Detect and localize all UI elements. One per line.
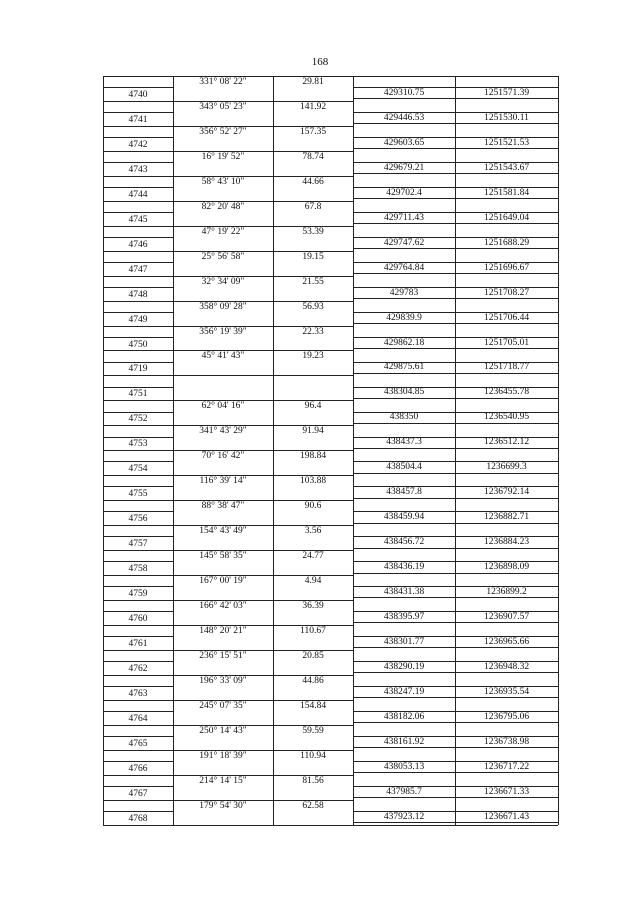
table-row-line (103, 800, 173, 801)
table-row-line (103, 425, 173, 426)
table-row-line (103, 187, 173, 188)
distance-cell: 78.74 (302, 151, 324, 162)
distance-cell: 96.4 (304, 401, 322, 412)
table-row-line (353, 323, 558, 324)
table-row-line (103, 137, 173, 138)
point-id-cell: 4768 (128, 813, 148, 824)
bearing-cell: 331° 08' 22" (199, 77, 247, 87)
table-row-line (103, 500, 173, 501)
distance-cell: 20.85 (302, 650, 324, 661)
point-id-cell: 4747 (128, 264, 148, 275)
northing-cell: 438182.06 (383, 711, 425, 722)
table-row-line (353, 373, 558, 374)
table-row-line (103, 350, 173, 351)
easting-cell: 1236792.14 (483, 487, 530, 498)
table-row-line (103, 700, 173, 701)
table-row-line (353, 672, 558, 673)
easting-cell: 1236738.98 (483, 736, 530, 747)
table-row-line (353, 423, 558, 424)
distance-cell: 56.93 (302, 301, 324, 312)
bearing-cell: 196° 33' 09" (199, 675, 247, 686)
easting-cell: 1251649.04 (483, 212, 530, 223)
table-row-line (103, 251, 173, 252)
table-row-line (103, 87, 173, 88)
bearing-cell: 145° 58' 35" (199, 551, 247, 562)
table-row-line (353, 697, 558, 698)
point-id-cell: 4749 (128, 314, 148, 325)
easting-cell: 1236671.43 (483, 811, 530, 822)
bearing-cell: 250° 14' 43" (199, 725, 247, 736)
table-row-line (103, 362, 173, 363)
bearing-cell: 70° 16' 42" (201, 451, 245, 462)
table-row-line (103, 711, 173, 712)
bearing-cell: 343° 05' 23" (199, 101, 247, 112)
table-row-line (173, 375, 353, 376)
table-row-line (103, 276, 173, 277)
easting-cell: 1236455.78 (483, 387, 530, 398)
easting-cell: 1251696.67 (483, 262, 530, 273)
table-row-line (353, 123, 558, 124)
easting-cell: 1251708.27 (483, 287, 530, 298)
point-id-cell: 4748 (128, 289, 148, 300)
table-row-line (353, 198, 558, 199)
table-row-line (103, 725, 173, 726)
table-row-line (103, 461, 173, 462)
bearing-cell: 45° 41' 43" (201, 351, 245, 362)
bearing-cell: 341° 43' 29" (199, 426, 247, 437)
table-row-line (103, 586, 173, 587)
table-row-line (103, 561, 173, 562)
northing-cell: 429862.18 (383, 337, 425, 348)
point-id-cell: 4744 (128, 189, 148, 200)
distance-cell: 22.33 (302, 326, 324, 337)
northing-cell: 438437.3 (386, 437, 422, 448)
table-row-line (103, 226, 173, 227)
table-row-line (353, 747, 558, 748)
distance-cell: 53.39 (302, 226, 324, 237)
distance-cell: 81.56 (302, 775, 324, 786)
northing-cell: 438350 (389, 412, 419, 423)
table-row-line (103, 151, 173, 152)
distance-cell: 59.59 (302, 725, 324, 736)
easting-cell: 1251718.77 (483, 362, 530, 373)
table-row-line (103, 786, 173, 787)
distance-cell: 67.8 (304, 201, 322, 212)
table-row-line (103, 686, 173, 687)
point-id-cell: 4767 (128, 788, 148, 799)
northing-cell: 438053.13 (383, 761, 425, 772)
easting-cell: 1236717.22 (483, 761, 530, 772)
bearing-cell: 356° 52' 27" (199, 126, 247, 137)
bearing-cell: 116° 39' 14" (199, 476, 247, 487)
northing-cell: 438395.97 (383, 611, 425, 622)
easting-cell: 1251543.67 (483, 162, 530, 173)
table-row-line (103, 775, 173, 776)
table-row-line (353, 273, 558, 274)
bearing-cell: 47° 19' 22" (201, 226, 245, 237)
distance-cell: 62.58 (302, 800, 324, 811)
point-id-cell: 4760 (128, 613, 148, 624)
distance-cell: 157.35 (299, 126, 327, 137)
table-row-line (103, 675, 173, 676)
table-row-line (103, 201, 173, 202)
table-row-line (353, 448, 558, 449)
point-id-cell: 4746 (128, 239, 148, 250)
table-row-line (103, 811, 173, 812)
point-id-cell: 4751 (128, 389, 148, 400)
table-row-line (103, 337, 173, 338)
table-row-line (103, 750, 173, 751)
northing-cell: 438290.19 (383, 661, 425, 672)
bearing-cell: 62° 04' 16" (201, 401, 245, 412)
table-row-line (353, 722, 558, 723)
northing-cell: 429679.21 (383, 162, 425, 173)
table-row-line (103, 437, 173, 438)
table-row-line (353, 298, 558, 299)
table-row-line (103, 101, 173, 102)
table-row-line (353, 223, 558, 224)
table-row-line (353, 148, 558, 149)
bearing-cell: 25° 56' 58" (201, 251, 245, 262)
distance-cell: 110.94 (300, 750, 326, 761)
northing-cell: 438431.38 (383, 587, 425, 597)
point-id-cell: 4740 (128, 90, 148, 100)
distance-cell: 154.84 (299, 700, 327, 711)
distance-cell: 36.39 (302, 600, 324, 611)
table-row-line (103, 525, 173, 526)
northing-cell: 438436.19 (383, 562, 425, 573)
table-row-line (103, 511, 173, 512)
table-row-line (103, 312, 173, 313)
point-id-cell: 4763 (128, 688, 148, 699)
table-row-line (103, 661, 173, 662)
distance-cell: 103.88 (299, 476, 327, 487)
distance-cell: 141.92 (299, 101, 327, 112)
easting-cell: 1236512.12 (483, 437, 530, 448)
table-row-line (353, 173, 558, 174)
table-row-line (103, 450, 173, 451)
northing-cell: 437985.7 (386, 786, 422, 797)
table-row-line (103, 162, 173, 163)
easting-cell: 1236899.2 (486, 587, 527, 597)
table-row-line (103, 736, 173, 737)
point-id-cell: 4752 (128, 414, 148, 425)
bearing-cell: 245° 07' 35" (199, 700, 247, 711)
point-id-cell: 4766 (128, 763, 148, 774)
bearing-cell: 191° 18' 39" (199, 750, 247, 761)
northing-cell: 429310.75 (383, 88, 425, 98)
northing-cell: 438161.92 (383, 736, 425, 747)
northing-cell: 438457.8 (386, 487, 422, 498)
northing-cell: 438504.4 (386, 462, 422, 473)
table-row-line (353, 622, 558, 623)
point-id-cell: 4743 (128, 164, 148, 175)
point-id-cell: 4759 (128, 589, 148, 599)
point-id-cell: 4745 (128, 214, 148, 225)
easting-cell: 1251581.84 (483, 187, 530, 198)
table-row-line (103, 536, 173, 537)
bearing-cell: 166° 42' 03" (199, 600, 247, 611)
easting-cell: 1251705.01 (483, 337, 530, 348)
bearing-cell: 179° 54' 30" (199, 800, 247, 811)
easting-cell: 1251688.29 (483, 237, 530, 248)
table-row-line (353, 473, 558, 474)
table-row-line (103, 475, 173, 476)
table-row-line (353, 573, 558, 574)
table-row-line (353, 597, 558, 598)
bearing-cell: 148° 20' 21" (199, 625, 247, 636)
northing-cell: 437923.12 (383, 811, 425, 822)
easting-cell: 1236699.3 (486, 462, 527, 473)
table-row-line (103, 375, 173, 376)
easting-cell: 1236898.09 (483, 562, 530, 573)
page-number: 168 (311, 56, 329, 68)
table-row-line (103, 301, 173, 302)
northing-cell: 429711.43 (383, 212, 425, 223)
table-row-line (103, 176, 173, 177)
table-row-line (103, 112, 173, 113)
easting-cell: 1236795.06 (483, 711, 530, 722)
table-row-line (103, 326, 173, 327)
bearing-cell: 16° 19' 52" (201, 151, 245, 162)
bearing-cell: 154° 43' 49" (199, 526, 247, 537)
point-id-cell: 4764 (128, 713, 148, 724)
point-id-cell: 4754 (128, 464, 148, 475)
northing-cell: 429839.9 (386, 312, 422, 323)
table-row-line (103, 636, 173, 637)
distance-cell: 21.55 (302, 276, 324, 287)
table-row-line (103, 237, 173, 238)
distance-cell: 19.15 (302, 251, 324, 262)
northing-cell: 438247.19 (383, 686, 425, 697)
northing-cell: 438301.77 (383, 636, 425, 647)
table-row-line (103, 400, 173, 401)
distance-cell: 29.81 (302, 77, 324, 87)
distance-cell: 91.94 (302, 426, 324, 437)
bearing-cell: 58° 43' 10" (201, 176, 245, 187)
table-row-line (353, 647, 558, 648)
northing-cell: 429603.65 (383, 137, 425, 148)
easting-cell: 1236965.66 (483, 636, 530, 647)
table-row-line (103, 212, 173, 213)
easting-cell: 1236948.32 (483, 661, 530, 672)
table-row-line (353, 98, 558, 99)
table-row-line (103, 575, 173, 576)
easting-cell: 1251571.39 (483, 88, 530, 98)
point-id-cell: 4756 (128, 514, 148, 525)
point-id-cell: 4719 (128, 364, 148, 375)
bearing-cell: 214° 14' 15" (199, 775, 247, 786)
easting-cell: 1236907.57 (483, 611, 530, 622)
table-row-line (103, 486, 173, 487)
point-id-cell: 4758 (128, 564, 148, 575)
northing-cell: 438459.94 (383, 512, 425, 523)
table-row-line (103, 287, 173, 288)
northing-cell: 429764.84 (383, 262, 425, 273)
distance-cell: 19.23 (302, 351, 324, 362)
distance-cell: 44.66 (302, 176, 324, 187)
distance-cell: 110.67 (300, 625, 326, 636)
point-id-cell: 4750 (128, 339, 148, 350)
easting-cell: 1251530.11 (484, 112, 529, 123)
northing-cell: 438456.72 (383, 537, 425, 548)
distance-cell: 3.56 (304, 526, 322, 537)
point-id-cell: 4761 (128, 638, 148, 649)
bearing-cell: 32° 34' 09" (201, 276, 245, 287)
table-row-line (353, 523, 558, 524)
northing-cell: 429702.4 (386, 187, 422, 198)
point-id-cell: 4741 (128, 114, 148, 125)
table-row-line (353, 822, 558, 823)
point-id-cell: 4755 (128, 489, 148, 500)
table-row-line (103, 650, 173, 651)
table-row-line (353, 398, 558, 399)
northing-cell: 429747.62 (383, 237, 425, 248)
table-row-line (103, 625, 173, 626)
point-id-cell: 4753 (128, 439, 148, 450)
point-id-cell: 4742 (128, 139, 148, 150)
table-row-line (353, 772, 558, 773)
bearing-cell: 356° 19' 39" (199, 326, 247, 337)
table-row-line (103, 600, 173, 601)
table-row-line (103, 412, 173, 413)
table-row-line (103, 611, 173, 612)
easting-cell: 1236884.23 (483, 537, 530, 548)
northing-cell: 429446.53 (383, 112, 425, 123)
point-id-cell: 4757 (128, 539, 148, 550)
coordinate-table (103, 76, 558, 825)
bearing-cell: 236° 15' 51" (199, 650, 247, 661)
bearing-cell: 358° 09' 28" (199, 301, 247, 312)
northing-cell: 429875.61 (383, 362, 425, 373)
table-row-line (353, 498, 558, 499)
table-row-line (103, 761, 173, 762)
point-id-cell: 4765 (128, 738, 148, 749)
northing-cell: 438304.85 (383, 387, 425, 398)
distance-cell: 24.77 (302, 551, 324, 562)
bearing-cell: 88° 38' 47" (201, 501, 245, 512)
table-row-line (103, 550, 173, 551)
distance-cell: 198.84 (299, 451, 327, 462)
bearing-cell: 167° 00' 19" (199, 576, 247, 586)
easting-cell: 1251521.53 (483, 137, 530, 148)
northing-cell: 429783 (389, 287, 419, 298)
distance-cell: 4.94 (304, 576, 322, 586)
table-row-line (103, 126, 173, 127)
table-row-line (353, 348, 558, 349)
table-row-line (353, 797, 558, 798)
table-row-line (353, 548, 558, 549)
easting-cell: 1251706.44 (483, 312, 530, 323)
table-row-line (103, 387, 173, 388)
table-row-line (103, 825, 558, 826)
point-id-cell: 4762 (128, 663, 148, 674)
table-row-line (103, 262, 173, 263)
easting-cell: 1236882.71 (483, 512, 530, 523)
table-row-line (353, 248, 558, 249)
distance-cell: 90.6 (304, 501, 322, 512)
table-column-line (558, 76, 559, 825)
easting-cell: 1236540.95 (483, 412, 530, 423)
easting-cell: 1236935.54 (483, 686, 530, 697)
easting-cell: 1236671.33 (483, 786, 530, 797)
distance-cell: 44.86 (302, 675, 324, 686)
bearing-cell: 82° 20' 48" (201, 201, 245, 212)
